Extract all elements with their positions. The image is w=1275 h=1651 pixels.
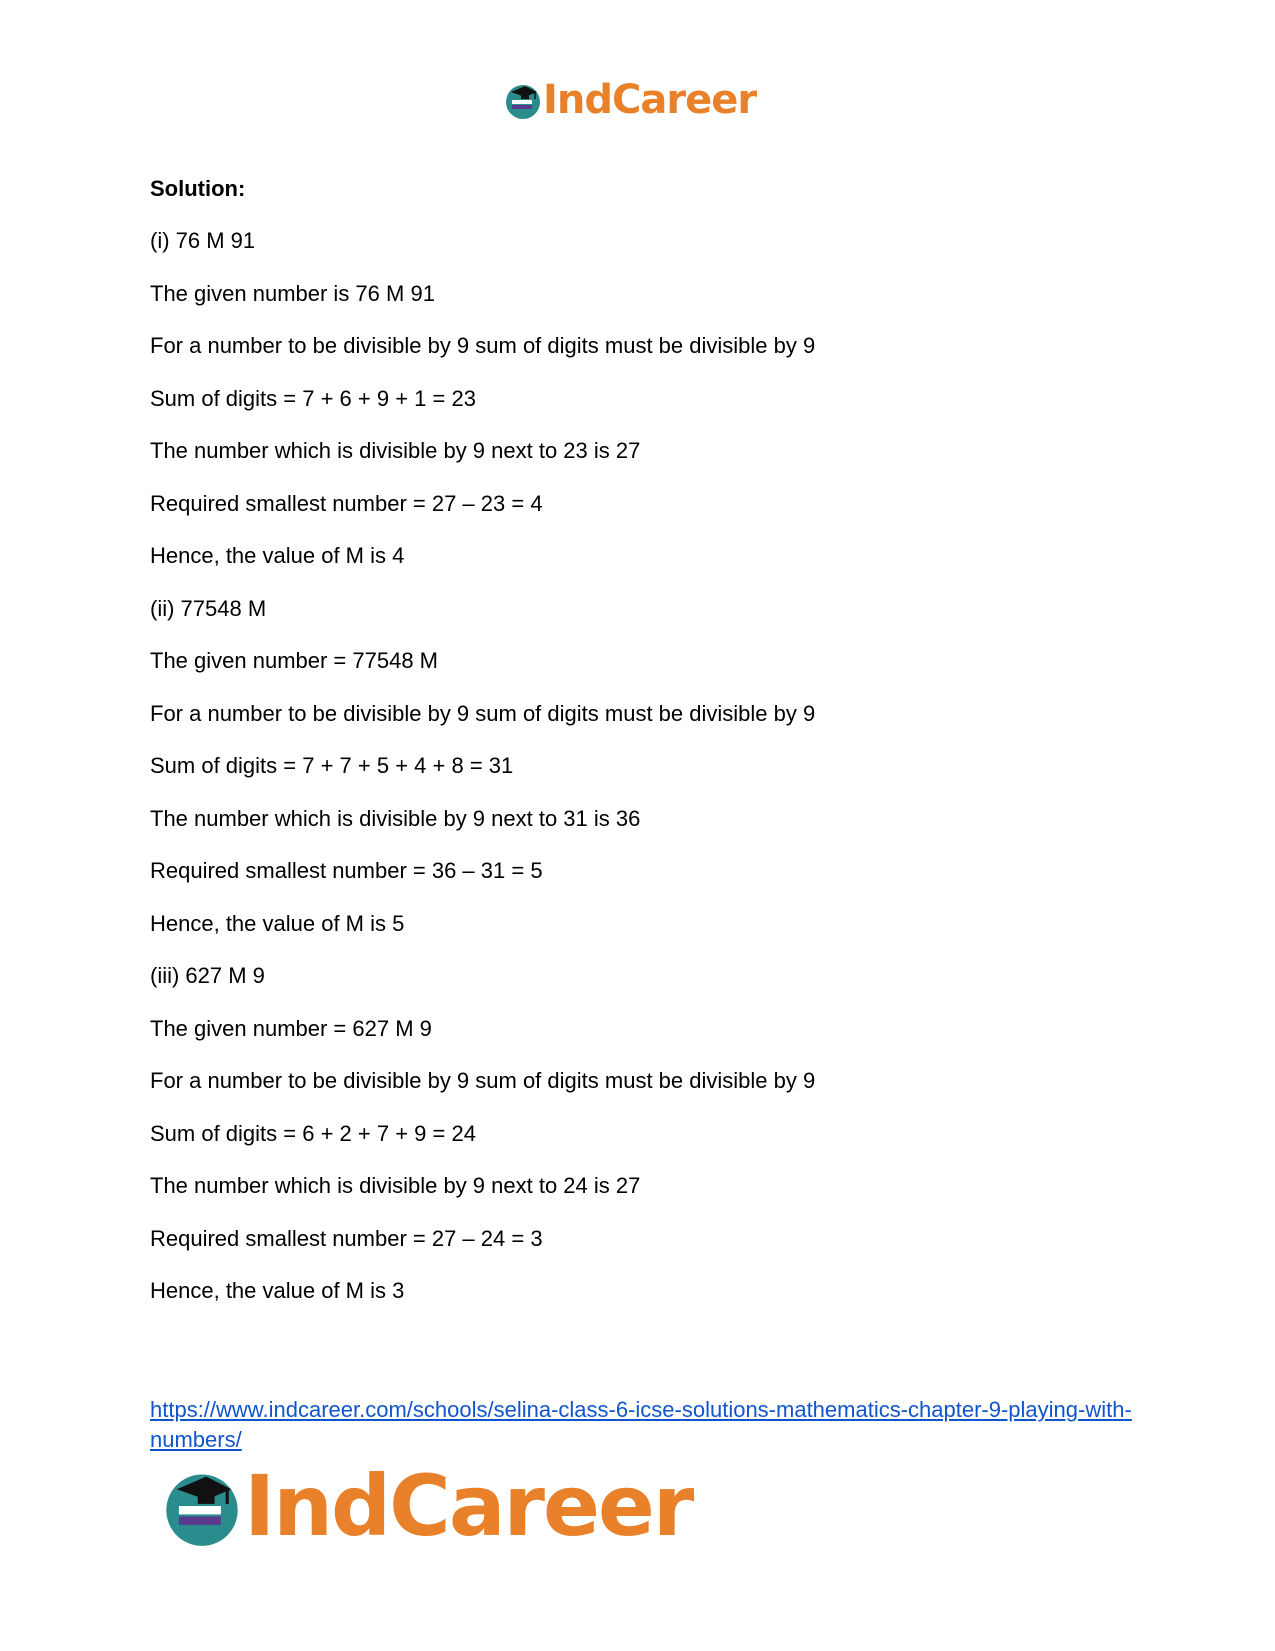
solution-line: The given number = 627 M 9 (150, 1016, 432, 1041)
solution-line: (i) 76 M 91 (150, 228, 256, 253)
solution-line: Hence, the value of M is 4 (150, 543, 405, 568)
solution-line: Sum of digits = 7 + 6 + 9 + 1 = 23 (150, 386, 476, 411)
solution-line: For a number to be divisible by 9 sum of digits must be divisible by 9 (150, 1068, 816, 1093)
footer-logo (160, 1457, 693, 1555)
header-logo (503, 77, 757, 123)
solution-line: The number which is divisible by 9 next to 23 is 27 (150, 438, 641, 463)
solution-line: The number which is divisible by 9 next to 31 is 36 (150, 806, 641, 831)
solution-line: Required smallest number = 36 – 31 = 5 (150, 858, 543, 883)
source-link[interactable]: https://www.indcareer.com/schools/selina-class-6-icse-solutions-mathematics-chapter-9-playing-with-numbers/ (150, 1397, 1132, 1452)
solution-line: Sum of digits = 6 + 2 + 7 + 9 = 24 (150, 1121, 476, 1146)
solution-line: (ii) 77548 M (150, 596, 267, 621)
footer-logo-text: IndCareer (244, 1457, 693, 1555)
solution-line: Required smallest number = 27 – 24 = 3 (150, 1226, 543, 1251)
solution-line: Hence, the value of M is 5 (150, 911, 405, 936)
solution-line: The given number = 77548 M (150, 648, 439, 673)
solution-heading: Solution: (150, 176, 246, 201)
solution-line: For a number to be divisible by 9 sum of digits must be divisible by 9 (150, 333, 816, 358)
solution-line: For a number to be divisible by 9 sum of digits must be divisible by 9 (150, 701, 816, 726)
solution-line: Hence, the value of M is 3 (150, 1278, 405, 1303)
graduation-cap-book-icon (503, 80, 543, 120)
graduation-cap-book-icon (160, 1464, 244, 1548)
solution-line: The given number is 76 M 91 (150, 281, 435, 306)
solution-line: (iii) 627 M 9 (150, 963, 265, 988)
solution-line: The number which is divisible by 9 next to 24 is 27 (150, 1173, 641, 1198)
header-logo-text: IndCareer (543, 77, 757, 123)
solution-line: Sum of digits = 7 + 7 + 5 + 4 + 8 = 31 (150, 753, 514, 778)
solution-line: Required smallest number = 27 – 23 = 4 (150, 491, 543, 516)
